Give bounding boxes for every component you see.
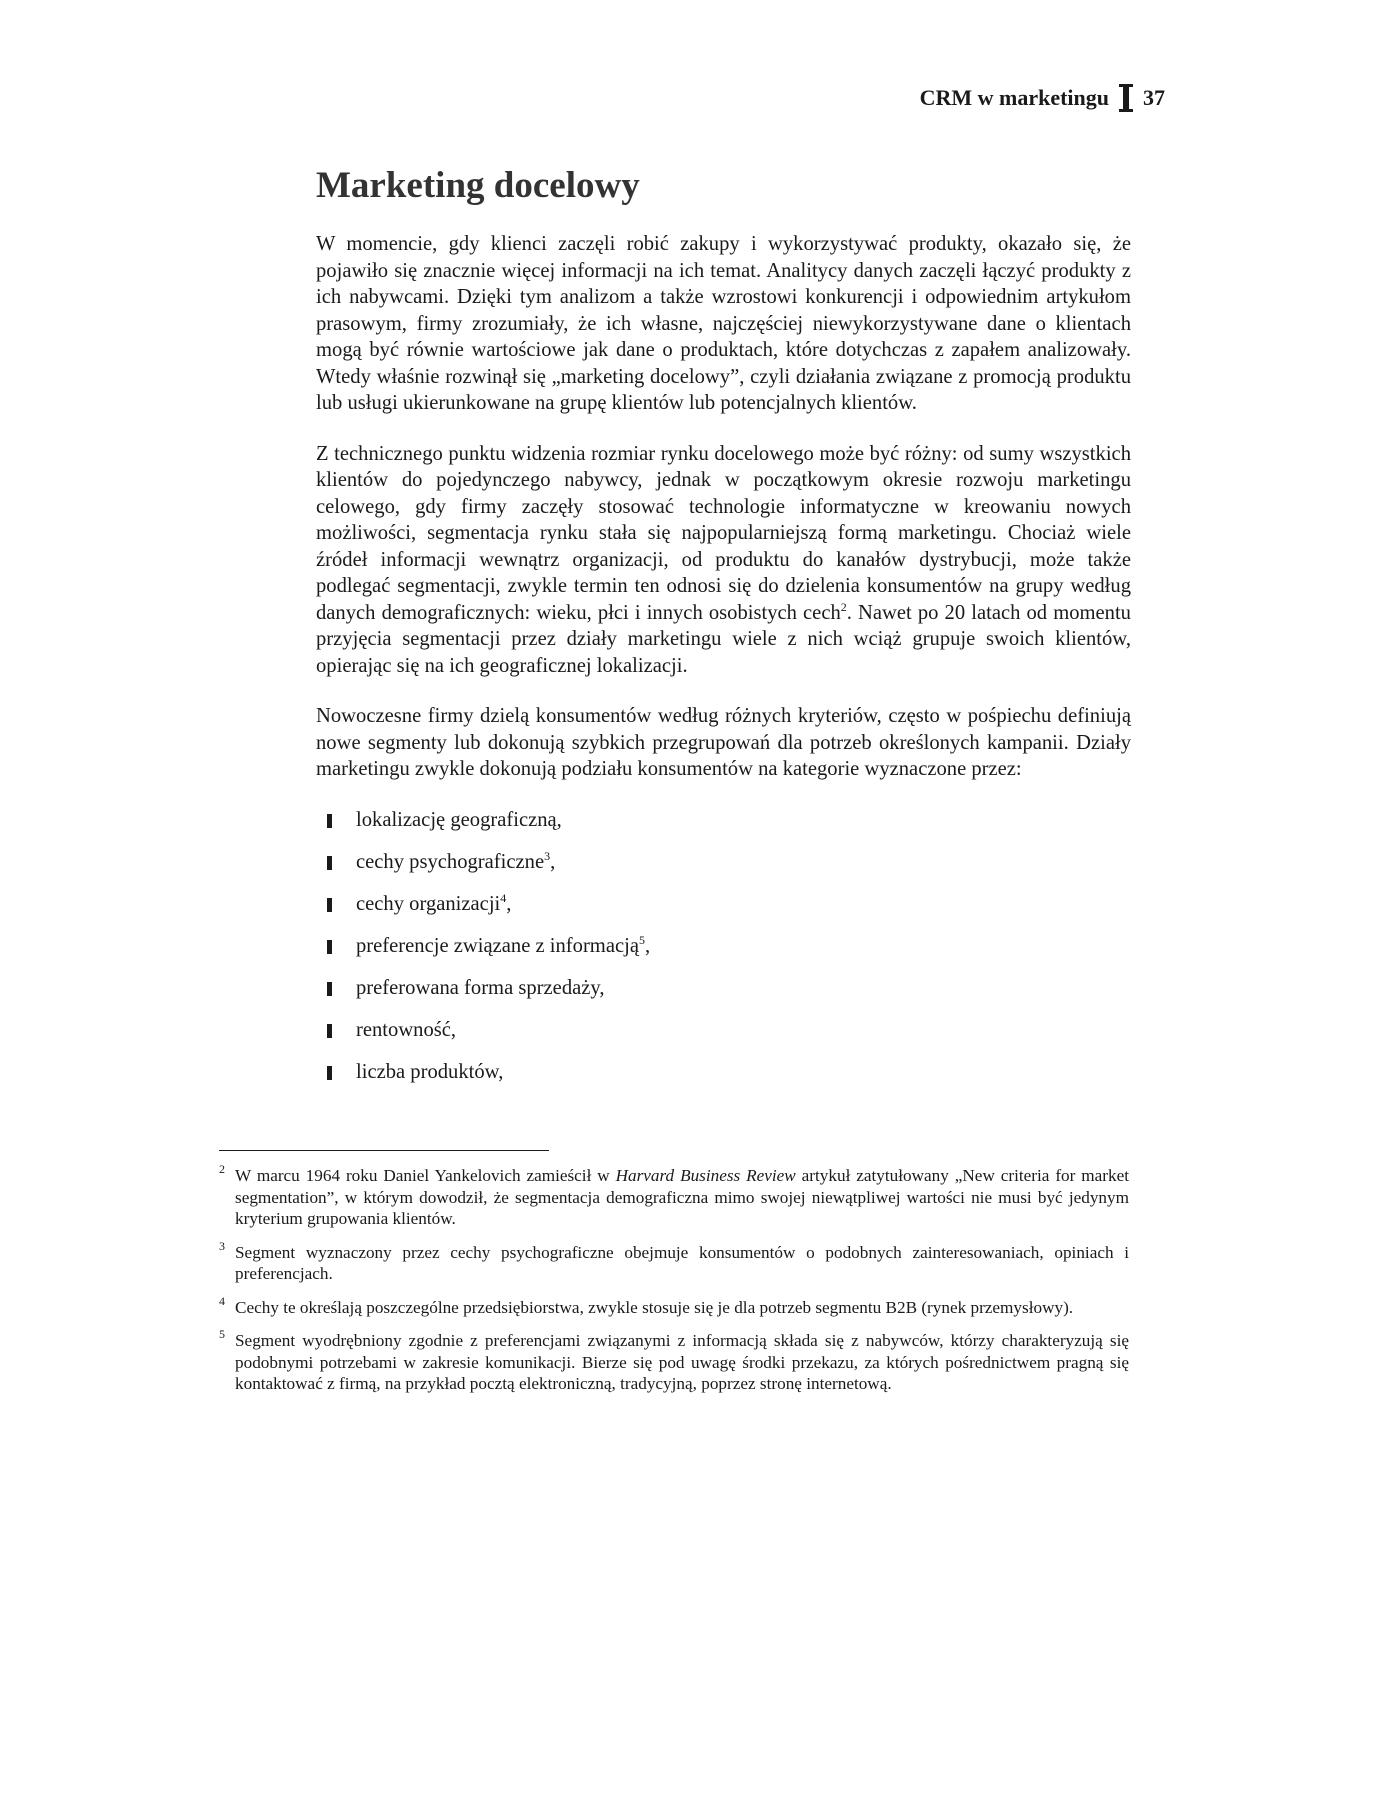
bullet-icon <box>327 982 332 996</box>
running-title: CRM w marketingu <box>919 85 1109 110</box>
paragraph-3: Nowoczesne firmy dzielą konsumentów według różnych kryteriów, często w pośpiechu definiują nowe segmenty lub dokonują szybkich przegrupowań dla potrzeb określonych kampanii. Działy marketingu zwykle dokonują podziału konsumentów na kategorie wyznaczone przez: <box>316 705 1131 780</box>
footnote-number: 2 <box>219 1162 225 1176</box>
footnote-ref-3[interactable]: 3 <box>544 848 551 863</box>
list-item: preferowana forma sprzedaży, <box>316 975 1131 1001</box>
footnote-3: 3 Segment wyznaczony przez cechy psychograficzne obejmuje konsumentów o podobnych zainteresowaniach, opiniach i preferencjach. <box>219 1242 1129 1285</box>
footnote-2: 2 W marcu 1964 roku Daniel Yankelovich zamieścił w Harvard Business Review artykuł zatytułowany „New criteria for market segmentation”, w którym dowodził, że segmentacja demograficzna mimo swojej niewątpliwej wartości nie musi być jedynym kryterium grupowania klientów. <box>219 1165 1129 1230</box>
page-number: 37 <box>1143 85 1165 110</box>
header-separator-bar <box>1123 84 1129 112</box>
footnote-number: 3 <box>219 1238 225 1253</box>
list-item: preferencje związane z informacją$^5$, <box>316 933 1131 959</box>
footnote-number: 5 <box>219 1327 225 1341</box>
main-content <box>316 150 1131 1101</box>
criteria-list <box>316 807 1131 1085</box>
list-item: liczba produktów, <box>316 1059 1131 1085</box>
list-item: cechy psychograficzne$^3$, <box>316 849 1131 875</box>
footnote-ref-5[interactable]: 5 <box>638 932 645 947</box>
bullet-icon <box>327 1024 332 1038</box>
footnotes-section <box>219 1150 1129 1407</box>
paragraph-2-part-b: . Nawet po 20 latach od momentu przyjęcia segmentacji przez działy marketingu wiele z nich wciąż grupuje swoich klientów, opierając się na ich geograficznej lokalizacji. <box>316 601 1131 677</box>
footnote-divider <box>219 1150 549 1151</box>
paragraph-2-part-a: Z technicznego punktu widzenia rozmiar rynku docelowego może być różny: od sumy wszystkich klientów do pojedynczego nabywcy, jednak w początkowym okresie rozwoju marketingu celowego, gdy firmy zaczęły stosować technologie informatyczne w kreowaniu nowych możliwości, segmentacja rynku stała się najpopularniejszą formą marketingu. Chociaż wiele źródeł informacji wewnątrz organizacji, od produktu do kanałów dystrybucji, może także podlegać segmentacji, zwykle termin ten odnosi się do dzielenia konsumentów na grupy według danych demograficznych: wieku, płci i innych osobistych cech <box>316 442 1131 624</box>
footnote-4: 4 Cechy te określają poszczególne przedsiębiorstwa, zwykle stosuje się je dla potrzeb segmentu B2B (rynek przemysłowy). <box>219 1297 1129 1319</box>
bullet-icon <box>327 940 332 954</box>
bullet-icon <box>327 814 332 828</box>
footnote-number: 4 <box>219 1293 225 1308</box>
section-title: Marketing docelowy <box>316 165 640 206</box>
list-item: lokalizację geograficzną, <box>316 807 1131 833</box>
journal-title: Harvard Business Review <box>615 1166 796 1185</box>
paragraph-1: W momencie, gdy klienci zaczęli robić zakupy i wykorzystywać produkty, okazało się, że pojawiło się znacznie więcej informacji na ich temat. Analitycy danych zaczęli łączyć produkty z ich nabywcami. Dzięki tym analizom a także wzrostowi konkurencji i odpowiednim artykułom prasowym, firmy zrozumiały, że ich własne, najczęściej niewykorzystywane dane o klientach mogą być równie wartościowe jak dane o produktach, które dotychczas z zapałem analizowały. Wtedy właśnie rozwinął się „marketing docelowy”, czyli działania związane z promocją produktu lub usługi ukierunkowane na grupę klientów lub potencjalnych klientów. <box>316 233 1131 414</box>
bullet-icon <box>327 856 332 870</box>
list-item: cechy organizacji$^4$, <box>316 891 1131 917</box>
bullet-icon <box>327 898 332 912</box>
paragraph-2 <box>316 441 1131 680</box>
footnote-ref-2[interactable]: 2 <box>840 599 847 614</box>
running-header <box>920 84 1165 112</box>
footnote-5: 5 Segment wyodrębniony zgodnie z preferencjami związanymi z informacją składa się z nabywców, którzy charakteryzują się podobnymi potrzebami w zakresie komunikacji. Bierze się pod uwagę środki przekazu, za których pośrednictwem pragną się kontaktować z firmą, na przykład pocztą elektroniczną, tradycyjną, poprzez stronę internetową. <box>219 1330 1129 1395</box>
footnote-ref-4[interactable]: 4 <box>500 890 507 905</box>
list-item: rentowność, <box>316 1017 1131 1043</box>
bullet-icon <box>327 1066 332 1080</box>
